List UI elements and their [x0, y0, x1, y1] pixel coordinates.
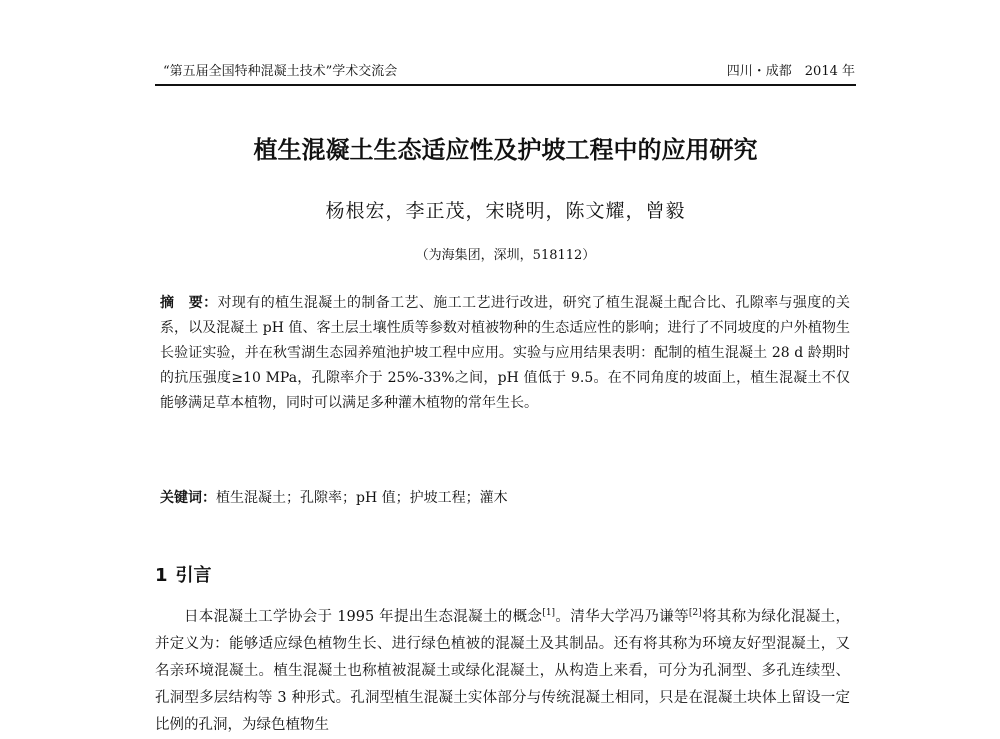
conference-name: “第五届全国特种混凝土技术”学术交流会 [163, 64, 398, 79]
running-header [163, 62, 855, 82]
keywords-label: 关键词： [160, 490, 216, 506]
abstract-label: 摘 要： [160, 295, 218, 311]
body-text-part-1: 日本混凝土工学协会于 1995 年提出生态混凝土的概念 [184, 609, 543, 625]
keywords [160, 487, 850, 509]
body-text-part-3: 将其称为绿化混凝土，并定义为：能够适应绿色植物生长、进行绿色植被的混凝土及其制品。还有将其称为环境友好型混凝土，又名亲环境混凝土。植生混凝土也称植被混凝土或绿化混凝土，从构造上来看，可分为孔洞型、多孔连续型、孔洞型多层结构等 3 种形式。孔洞型植生混凝土实体部分与传统混凝土相同，只是在混凝土块体上留设一定比例的孔洞，为绿色植物生 [155, 609, 850, 733]
section-number: 1 [155, 565, 168, 586]
abstract [160, 291, 850, 416]
section-title: 引言 [175, 565, 212, 586]
location-year: 四川・成都 2014 年 [726, 64, 855, 79]
section-heading [155, 563, 212, 589]
body-paragraph [155, 604, 850, 739]
reference-1: [1] [542, 608, 556, 619]
abstract-text: 对现有的植生混凝土的制备工艺、施工工艺进行改进，研究了植生混凝土配合比、孔隙率与强度的关系，以及混凝土 pH 值、客土层土壤性质等参数对植被物种的生态适应性的影响；进行了不同坡度的户外植物生长验证实验，并在秋雪湖生态园养殖池护坡工程中应用。实验与应用结果表明：配制的植生混凝土 28 d 龄期时的抗压强度≥10 MPa，孔隙率介于 25%-33%之间，pH 值低于 9.5。在不同角度的坡面上，植生混凝土不仅能够满足草本植物，同时可以满足多种灌木植物的常年生长。 [160, 295, 851, 411]
body-text-part-2: 。清华大学冯乃谦等 [555, 609, 689, 625]
reference-2: [2] [688, 608, 702, 619]
keywords-text: 植生混凝土；孔隙率；pH 值；护坡工程；灌木 [216, 490, 508, 506]
header-divider [155, 84, 856, 86]
paper-authors: 杨根宏，李正茂，宋晓明，陈文耀，曾毅 [325, 200, 686, 222]
paper-title: 植生混凝土生态适应性及护坡工程中的应用研究 [253, 136, 758, 164]
paper-affiliation: （为海集团，深圳，518112） [415, 248, 596, 263]
